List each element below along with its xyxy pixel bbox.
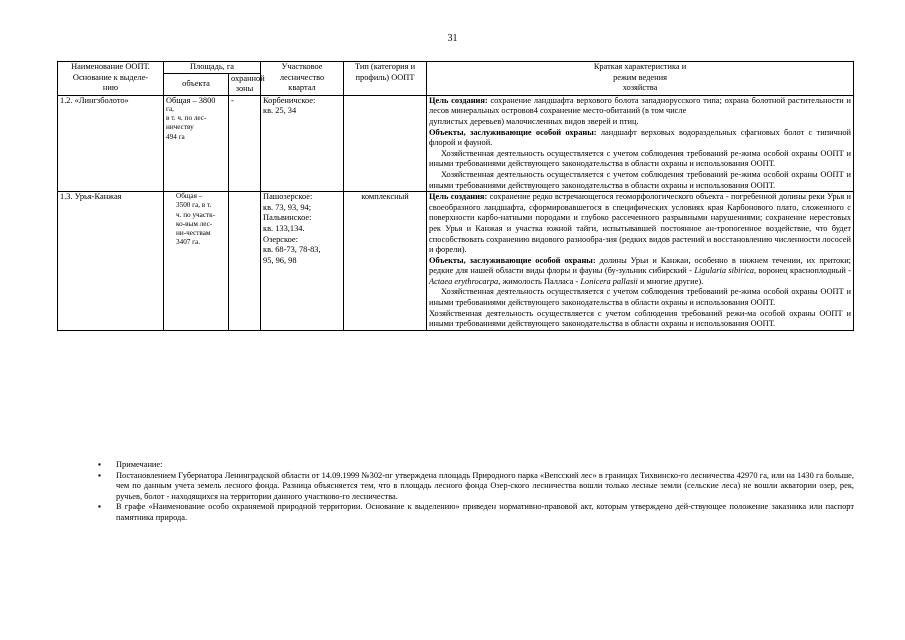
row-name: 1.3. Урья-Канжая (58, 192, 164, 331)
row-area: Общая – 3800 га, в т. ч. по лес- ничеству 494 га (164, 95, 229, 191)
row-type (344, 95, 427, 191)
row-buffer: - (229, 95, 261, 191)
goal-label: Цель создания: (429, 95, 488, 105)
oopt-table (57, 61, 854, 331)
note-item: ▪ Примечание: (98, 460, 163, 469)
header-description: Краткая характеристика и режим ведения хозяйства (427, 62, 854, 96)
table-header-row (58, 62, 854, 74)
row-description: Цель создания: сохранение ландшафта верхового болота западнорусского типа; охрана болотной растительности и лесов минеральных островов4 сохранение место-обитаний (в том числе дуплистых деревьев) малочисленных видов зверей и птиц. Объекты, заслуживающие особой охраны: ландшафт верховых водораздельных сфагновых болот с типичной флорой и фауной. Хозяйственная деятельность осуществляется с учетом соблюдения требований ре-жима особой охраны ООПТ и иными требованиями действующего законодательства в области охраны и использования ООПТ. Хозяйственная деятельность осуществляется с учетом соблюдения требований ре-жима особой охраны ООПТ и иными требованиями действующего законодательства в области охраны и использования ООПТ. (427, 95, 854, 191)
header-area-buffer: охранной зоны (229, 73, 261, 95)
table-row (58, 192, 854, 331)
row-forestry: Корбеничское: кв. 25, 34 (261, 95, 344, 191)
objects-label: Объекты, заслуживающие особой охраны: (429, 255, 596, 265)
bullet-icon: ▪ (98, 470, 101, 480)
page-number: 31 (447, 33, 458, 44)
goal-label: Цель создания: (429, 192, 488, 202)
header-area-object: объекта (164, 73, 229, 95)
row-buffer (229, 192, 261, 331)
header-type: Тип (категория и профиль) ООПТ (344, 62, 427, 96)
row-description: Цель создания: сохранение редко встречающегося геоморфологического объекта - погребенной долины реки Урья и своеобразного ландшафта, сформировавшегося в специфических условиях края Карбонового плато, сложенного с поверхности карбо-натными породами и глубоко рассеченного разрывными нарушениями; сохранение нерестовых рек Урья и Канжая и участка южной тайги, испытывавшей постоянное ан-тропогенное воздействие, что будет способствовать сохранению видового разнообра-зия (редких видов растений и восстановлению численности лососей и форели). Объекты, заслуживающие особой охраны: долины Урьи и Канжаи, особенно в нижнем течении, их притоки; редкие для нашей области виды флоры и фауны (бу-зульник сибирский - Ligularia sibirica, воронец красноплодный - Actaea erythrocarpa, жимолость Палласа - Lonicera pallasii и многие другие). Хозяйственная деятельность осуществляется с учетом соблюдения требований ре-жима особой охраны ООПТ и иными требованиями действующего законодательства в области охраны и использования ООПТ. Хозяйственная деятельность осуществляется с учетом соблюдения требований режи-ма особой охраны ООПТ и иными требованиями действующего законодательства в области охраны и использования ООПТ. (427, 192, 854, 331)
bullet-icon: ▪ (98, 460, 101, 469)
note-item: ▪ Постановлением Губернатора Ленинградской области от 14.09.1999 №302-пг утверждена площадь Природного парка «Вепсский лес» в границах Тихвинско-го лесничества 42970 га, или на 1430 га больше, чем по данным учета земель лесного фонда. Разница объясняется тем, что в площадь лесного фонда Озер-ского лесничества вошли только лесные земли (сельские леса) не вошли акватории озер, рек, ручьев, болот - находящихся на территории данного участково-го лесничества. (98, 470, 854, 501)
table-row (58, 95, 854, 191)
bullet-icon: ▪ (98, 502, 101, 512)
row-type: комплексный (344, 192, 427, 331)
note-item: ▪ В графе «Наименование особо охраняемой природной территории. Основание к выделению» приведен нормативно-правовой акт, которым утверждено дей-ствующее положение заказника или паспорт памятника природа. (98, 502, 854, 522)
row-forestry: Пашозерское: кв. 73, 93, 94; Пальвинское: кв. 133,134. Озерское: кв. 68-73, 78-83, 95, 96, 98 (261, 192, 344, 331)
header-name: Наименование ООПТ. Основание к выделе- нию (58, 62, 164, 96)
row-name: 1.2. «Лингзболото» (58, 95, 164, 191)
header-area: Площадь, га (164, 62, 261, 74)
row-area: Общая – 3500 га, в т. ч. по участк- ко-вым лес- ни-чествам 3407 га. (164, 192, 229, 331)
header-forestry: Участковое лесничество квартал (261, 62, 344, 96)
objects-label: Объекты, заслуживающие особой охраны: (429, 127, 597, 137)
notes-section (98, 460, 854, 524)
